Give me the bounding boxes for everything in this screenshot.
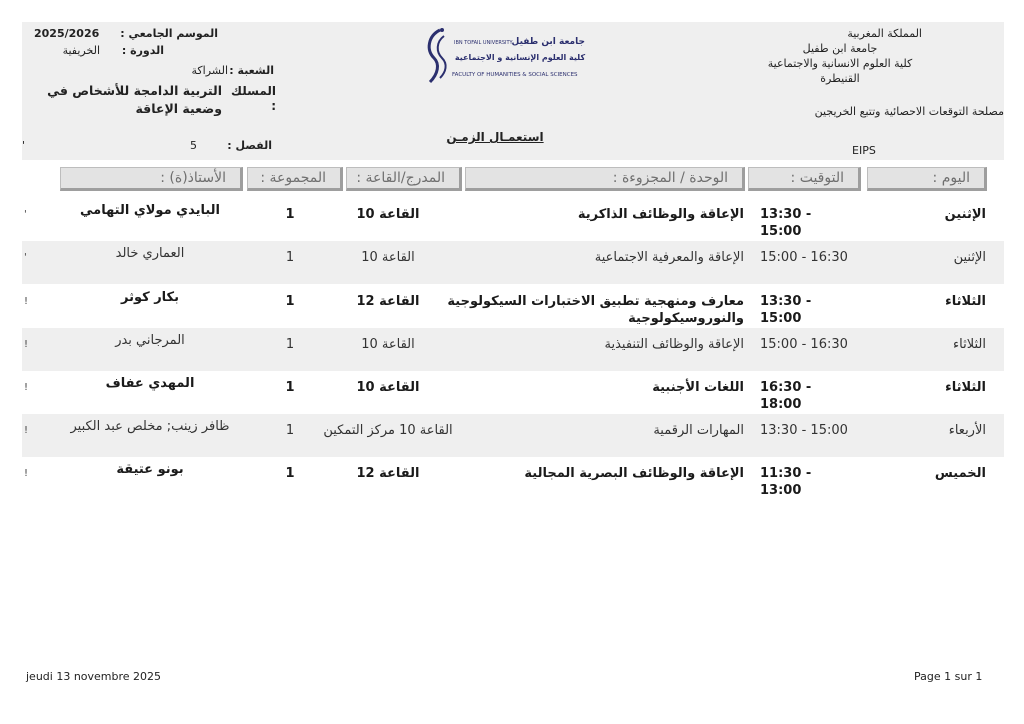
row-group: 1 [285, 423, 295, 438]
row-room: القاعة 10 [356, 380, 420, 395]
institution-line-faculty: كلية العلوم الانسانية والاجتماعية [767, 57, 913, 70]
semester-label: الفصل : [227, 139, 272, 152]
row-professor: البايدي مولاي التهامي [80, 203, 220, 218]
row-edge-mark: ! [24, 339, 29, 350]
row-professor: العماري خالد [115, 246, 185, 261]
row-professor: المهدي عفاف [105, 376, 195, 391]
row-room: القاعة 10 [361, 337, 415, 352]
row-group: 1 [285, 250, 295, 265]
season-label: الموسم الجامعي : [120, 27, 218, 40]
logo-emblem-icon [418, 26, 458, 88]
row-room: القاعة 10 مركز التمكين [323, 423, 453, 438]
column-header-day: اليوم : [867, 167, 987, 191]
row-group: 1 [285, 380, 295, 395]
row-day: الأربعاء [948, 423, 986, 438]
session-value: الخريفية [62, 44, 100, 57]
row-time: 15:00 - 16:30 [760, 250, 848, 265]
row-room: القاعة 10 [361, 250, 415, 265]
row-time: 15:00 - 16:30 [760, 337, 848, 352]
row-day: الخميس [934, 466, 986, 481]
season-value: 2025/2026 [34, 27, 100, 40]
row-module: معارف ومنهجية تطبيق الاختبارات السيكولوجية والنوروسيكولوجية [447, 294, 744, 326]
row-edge-mark: ! [24, 296, 29, 307]
eips-label: EIPS [852, 144, 876, 157]
row-module: اللغات الأجنبية [652, 380, 744, 395]
page-indicator: Page 1 sur 1 [914, 670, 983, 683]
row-group: 1 [285, 466, 295, 481]
row-day: الثلاثاء [945, 380, 986, 395]
institution-line-kingdom: المملكة المغربية [847, 27, 922, 40]
logo-text-en-1: IBN TOFAIL UNIVERSITY [454, 40, 513, 46]
column-header-group: المجموعة : [247, 167, 343, 191]
row-professor: بكار كوثر [120, 290, 179, 305]
row-edge-mark: ! [24, 468, 29, 479]
session-label: الدورة : [121, 44, 164, 57]
row-edge-mark: ' [24, 209, 27, 220]
row-time: 13:30 - 15:00 [760, 207, 812, 239]
row-module: الإعاقة والوظائف الذاكرية [577, 207, 744, 222]
branch-label: الشعبة : [229, 64, 274, 77]
column-header-professor: الأستاذ(ة) : [60, 167, 243, 191]
row-module: الإعاقة والوظائف البصرية المجالية [524, 466, 744, 481]
row-edge-mark: ' [24, 252, 27, 263]
column-header-module: الوحدة / المجزوءة : [465, 167, 745, 191]
print-date: jeudi 13 novembre 2025 [26, 670, 162, 683]
row-day: الإثنين [953, 250, 986, 265]
branch-value: الشراكة [191, 64, 228, 77]
row-professor: بونو عتيقة [116, 462, 184, 477]
column-header-room: المدرج/القاعة : [346, 167, 462, 191]
row-module: المهارات الرقمية [653, 423, 744, 438]
row-room: القاعة 10 [356, 207, 420, 222]
row-room: القاعة 12 [356, 466, 420, 481]
institution-line-university: جامعة ابن طفيل [802, 42, 878, 55]
university-logo [418, 26, 593, 88]
schedule-title: استعمـال الزمـن [446, 130, 544, 144]
row-module: الإعاقة والمعرفية الاجتماعية [594, 250, 744, 265]
row-edge-mark: ! [24, 425, 29, 436]
row-group: 1 [285, 294, 295, 309]
row-time: 16:30 - 18:00 [760, 380, 812, 412]
row-day: الإثنين [944, 207, 986, 222]
row-group: 1 [285, 337, 295, 352]
row-professor: المرجاني بدر [115, 333, 185, 348]
row-time: 13:30 - 15:00 [760, 294, 812, 326]
row-time: 11:30 - 13:00 [760, 466, 812, 498]
row-professor: ظافر زينب; مخلص عبد الكبير [70, 419, 230, 434]
logo-text-ar-1: جامعة ابن طفيل [511, 37, 585, 47]
row-group: 1 [285, 207, 295, 222]
row-edge-mark: ! [24, 382, 29, 393]
institution-block [740, 26, 940, 86]
row-room: القاعة 12 [356, 294, 420, 309]
track-label: المسلك : [231, 84, 276, 113]
semester-value: 5 [190, 139, 197, 152]
row-day: الثلاثاء [953, 337, 986, 352]
logo-text-en-2: FACULTY OF HUMANITIES & SOCIAL SCIENCES [452, 72, 578, 78]
row-module: الإعاقة والوظائف التنفيذية [604, 337, 744, 352]
row-day: الثلاثاء [945, 294, 986, 309]
institution-line-city: القنيطرة [820, 72, 860, 85]
semester-tick: ' [22, 139, 26, 152]
row-time: 13:30 - 15:00 [760, 423, 848, 438]
column-header-time: التوقيت : [748, 167, 861, 191]
service-name: مصلحة التوقعات الاحصائية وتتبع الخريجين [814, 105, 1004, 118]
track-value: التربية الدامجة للأشخاص في وضعية الإعاقة [47, 83, 222, 116]
logo-text-ar-2: كلية العلوم الإنسانية و الاجتماعية [454, 53, 586, 62]
